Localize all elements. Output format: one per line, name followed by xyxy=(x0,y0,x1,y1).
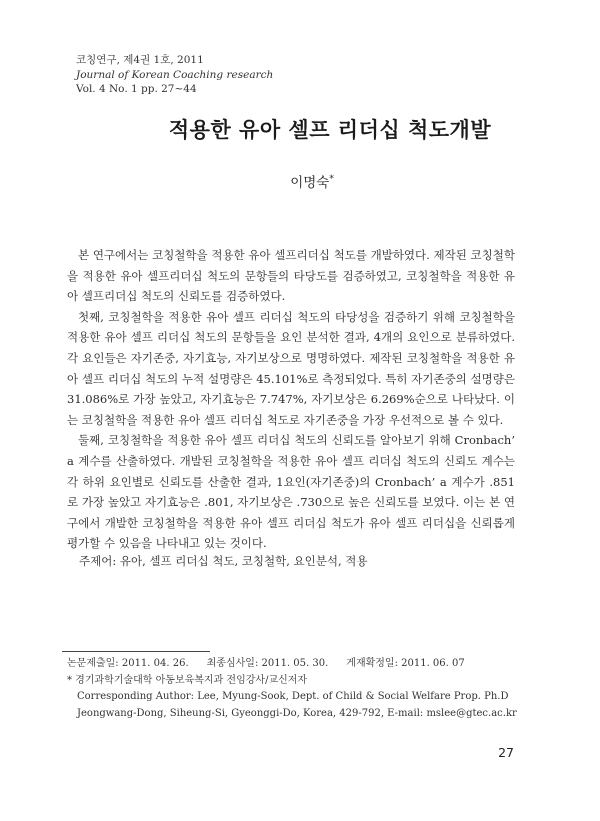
abstract-paragraph-1: 본 연구에서는 코칭철학을 적용한 유아 셀프리더십 척도를 개발하였다. 제작된 코칭철학을 적용한 유아 셀프리더십 척도의 문항들의 타당도를 검증하였고, 코칭철학을 적용한 유아 셀프리더십 척도의 신뢰도를 검증하였다. xyxy=(67,248,515,304)
journal-volume-korean: 코칭연구, 제4권 1호, 2011 xyxy=(76,54,204,66)
author-mark: * xyxy=(329,174,334,185)
journal-header xyxy=(76,53,273,97)
submission-dates xyxy=(67,656,517,673)
journal-name: Journal of Korean Coaching research xyxy=(76,68,274,81)
footnote xyxy=(67,656,517,722)
author-affiliation: * 경기과학기술대학 아동보육복지과 전임강사/교신저자 xyxy=(67,674,308,686)
reviewed-date: 최종심사일: 2011. 05. 30. xyxy=(206,658,329,669)
paper-title: 적용한 유아 셀프 리더십 척도개발 xyxy=(168,118,492,142)
abstract-paragraph-2: 첫째, 코칭철학을 적용한 유아 셀프 리더십 척도의 타당성을 검증하기 위해 코칭철학을 적용한 유아 셀프 리더십 척도의 문항들을 요인 분석한 결과, 4개의 요인으로 분류하였다. 각 요인들은 자기존중, 자기효능, 자기보상으로 명명하였다. 제작된 코칭철학을 적용한 유아 셀프 리더십 척도의 누적 설명량은 45.101%로 측정되었다. 특히 자기존중의 설명량은 31.086%로 가장 높았고, 자기효능은 7.747%, 자기보상은 6.269%순으로 나타났다. 이는 코칭철학을 적용한 유아 셀프 리더십 척도로 자기존중을 가장 우선적으로 볼 수 있다. xyxy=(67,309,515,427)
page-number: 27 xyxy=(498,745,514,760)
author-line xyxy=(0,171,600,191)
corresponding-address: Jeongwang-Dong, Siheung-Si, Gyeonggi-Do, Korea, 429-792, E-mail: mslee@gtec.ac.kr xyxy=(77,707,517,719)
journal-volume-pages: Vol. 4 No. 1 pp. 27~44 xyxy=(76,83,197,95)
abstract-paragraph-3: 둘째, 코칭철학을 적용한 유아 셀프 리더십 척도의 신뢰도를 알아보기 위해 Cronbach’ a 계수를 산출하였다. 개발된 코칭철학을 적용한 유아 셀프 리더십 척도의 신뢰도 계수는 각 하위 요인별로 신뢰도를 산출한 결과, 1요인(자기존중)의 Cronbach’ a 계수가 .851로 가장 높았고 자기효능은 .801, 자기보상은 .730으로 높은 신뢰도를 보였다. 이는 본 연구에서 개발한 코칭철학을 적용한 유아 셀프 리더십 척도가 유아 셀프 리더십을 신뢰롭게 평가할 수 있음을 나타내고 있는 것이다. xyxy=(67,433,515,551)
footnote-divider xyxy=(62,651,210,652)
abstract xyxy=(67,245,515,554)
corresponding-author: Corresponding Author: Lee, Myung-Sook, Dept. of Child & Social Welfare Prop. Ph.D xyxy=(77,691,509,702)
accepted-date: 게재확정일: 2011. 06. 07 xyxy=(346,658,465,669)
author-name: 이명숙 xyxy=(290,175,330,191)
received-date: 논문제출일: 2011. 04. 26. xyxy=(67,658,189,669)
keywords: 주제어: 유아, 셀프 리더십 척도, 코칭철학, 요인분석, 적용 xyxy=(79,554,368,568)
